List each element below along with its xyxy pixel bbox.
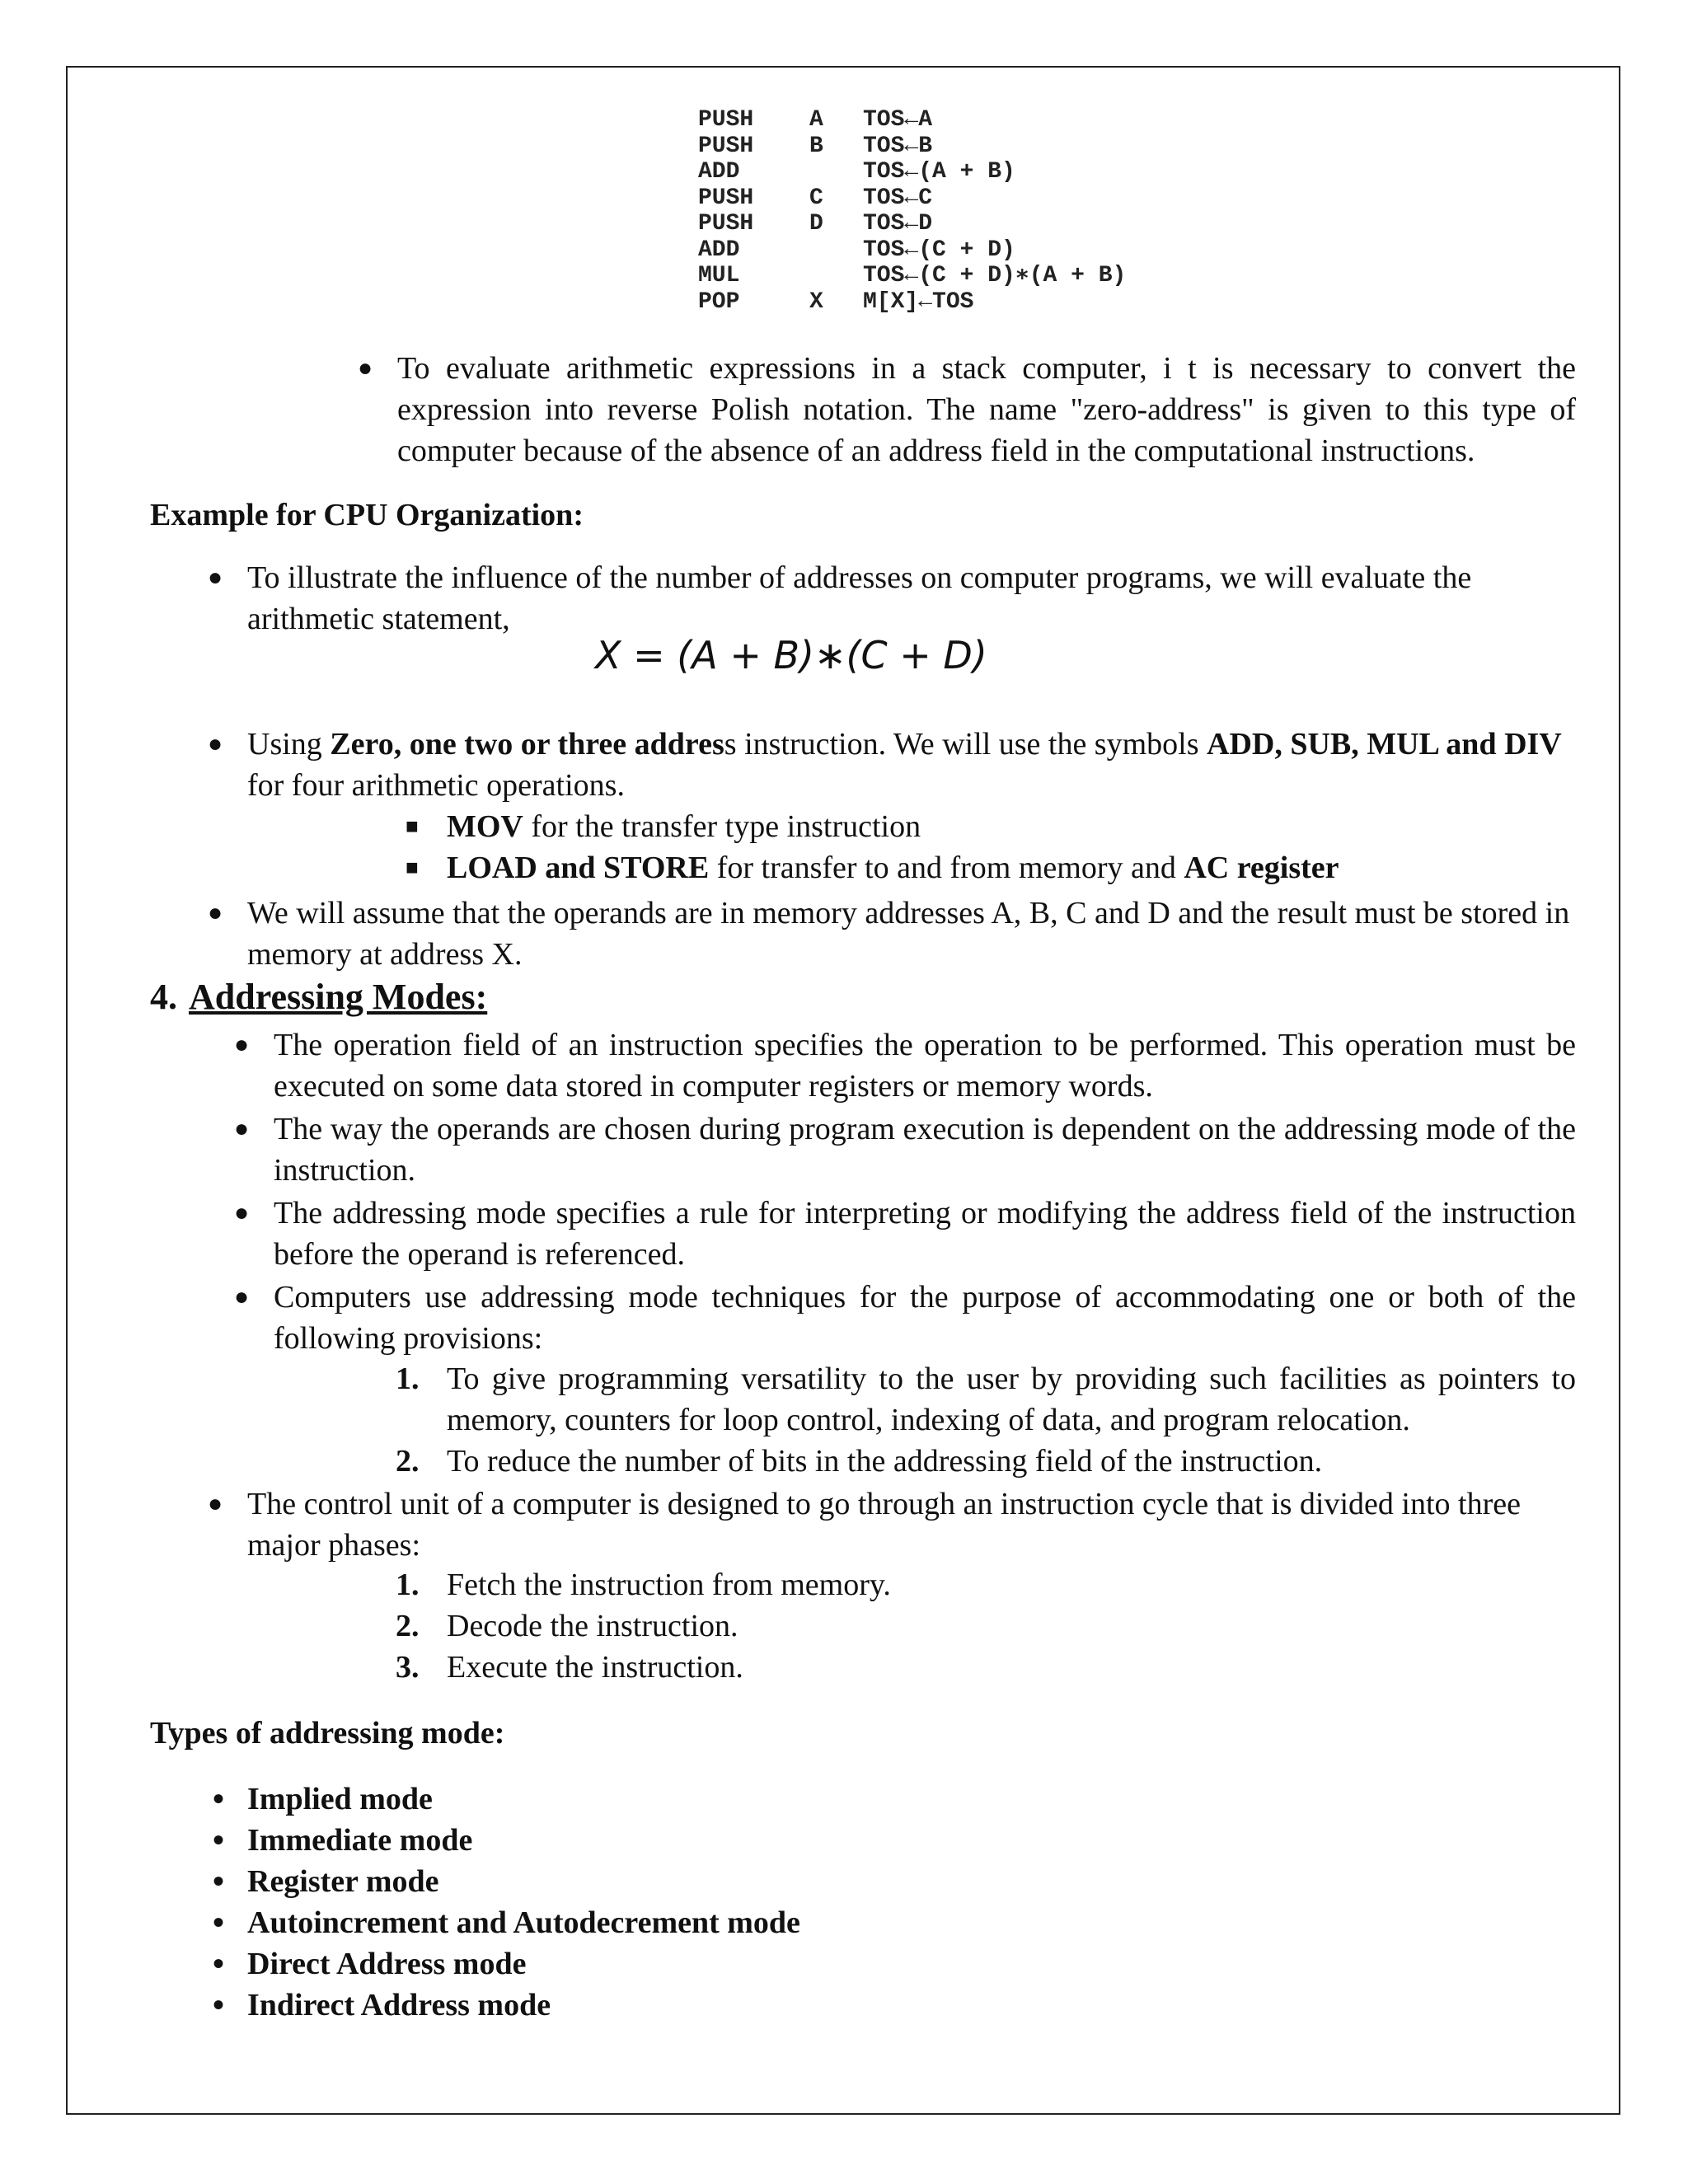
phase-item: 3. Execute the instruction. [396, 1650, 743, 1685]
bullet-icon: ● [358, 354, 373, 382]
provision-item: 1. To give programming versatility to the user by providing such facilities as pointers to memory, counters for loop control, indexing of data, and program relocation. [396, 1361, 1576, 1437]
example-bullet-1: ● To illustrate the influence of the number of addresses on computer programs, we will evaluate the arithmetic statement, [247, 557, 1576, 640]
bullet-icon: • [213, 1780, 225, 1817]
code-line: MUL TOS←(C + D)∗(A + B) [698, 263, 1127, 288]
control-unit-bullet: ● The control unit of a computer is designed to go through an instruction cycle that is divided into three major phases: [247, 1483, 1576, 1566]
bullet-icon: • [213, 1986, 225, 2023]
code-line: PUSH B TOS←B [698, 133, 933, 159]
example-bullet-3: ● We will assume that the operands are in memory addresses A, B, C and D and the result must be stored in memory at address X. [247, 893, 1576, 975]
bullet-icon: • [213, 1904, 225, 1941]
sub-item-mov: ■ MOV for the transfer type instruction [447, 806, 1576, 847]
types-heading: Types of addressing mode: [150, 1716, 505, 1750]
section-number: 4. [150, 977, 177, 1017]
arithmetic-formula: X = (A + B)∗(C + D) [595, 633, 987, 677]
section-heading [150, 975, 1576, 1019]
bullet-icon: ● [208, 1490, 223, 1517]
type-item: • Register mode [247, 1861, 1576, 1902]
example-bullet-2: ● Using Zero, one two or three address instruction. We will use the symbols ADD, SUB, MUL and DIV for four arithmetic operations. [247, 724, 1576, 806]
type-item: • Immediate mode [247, 1820, 1576, 1861]
type-item: • Direct Address mode [247, 1943, 1576, 1985]
bullet-icon: ● [208, 730, 223, 757]
code-line: ADD TOS←(C + D) [698, 237, 1015, 263]
code-line: ADD TOS←(A + B) [698, 159, 1015, 185]
stack-bullet: ● To evaluate arithmetic expressions in a stack computer, i t is necessary to convert the expression into reverse Polish notation. The name "zero-address" is given to this type of computer because of the absence of an address field in the computational instructions. [397, 348, 1576, 471]
bullet-icon: ● [208, 564, 223, 591]
type-item: • Indirect Address mode [247, 1985, 1576, 2026]
section-title: Addressing Modes: [189, 977, 488, 1017]
bullet-icon: ● [234, 1283, 250, 1310]
type-item: • Autoincrement and Autodecrement mode [247, 1902, 1576, 1943]
square-bullet-icon: ■ [406, 814, 419, 838]
phase-item: 1. Fetch the instruction from memory. [396, 1568, 891, 1602]
code-line: PUSH C TOS←C [698, 185, 933, 211]
sub-item-load-store: ■ LOAD and STORE for transfer to and from memory and AC register [447, 847, 1576, 888]
phase-item: 2. Decode the instruction. [396, 1609, 738, 1643]
am-bullet-4: ● Computers use addressing mode techniques for the purpose of accommodating one or both of the following provisions: [274, 1277, 1576, 1359]
bullet-icon: ● [234, 1031, 250, 1058]
type-item: • Implied mode [247, 1779, 1576, 1820]
bullet-icon: ● [208, 899, 223, 926]
bullet-icon: • [213, 1945, 225, 1982]
bullet-icon: • [213, 1821, 225, 1858]
provision-item: 2. To reduce the number of bits in the addressing field of the instruction. [396, 1444, 1323, 1479]
bullet-icon: ● [234, 1115, 250, 1142]
am-bullet-2: ● The way the operands are chosen during program execution is dependent on the addressing mode of the instruction. [274, 1108, 1576, 1191]
bullet-icon: • [213, 1863, 225, 1900]
example-heading: Example for CPU Organization: [150, 498, 584, 532]
code-line: PUSH D TOS←D [698, 211, 933, 237]
am-bullet-3: ● The addressing mode specifies a rule for interpreting or modifying the address field of the instruction before the operand is referenced. [274, 1193, 1576, 1275]
code-line: PUSH A TOS←A [698, 107, 933, 133]
am-bullet-1: ● The operation field of an instruction specifies the operation to be performed. This operation must be executed on some data stored in computer registers or memory words. [274, 1024, 1576, 1107]
square-bullet-icon: ■ [406, 855, 419, 879]
bullet-icon: ● [234, 1199, 250, 1226]
code-line: POP X M[X]←TOS [698, 288, 974, 315]
stack-program-code [698, 107, 1126, 315]
